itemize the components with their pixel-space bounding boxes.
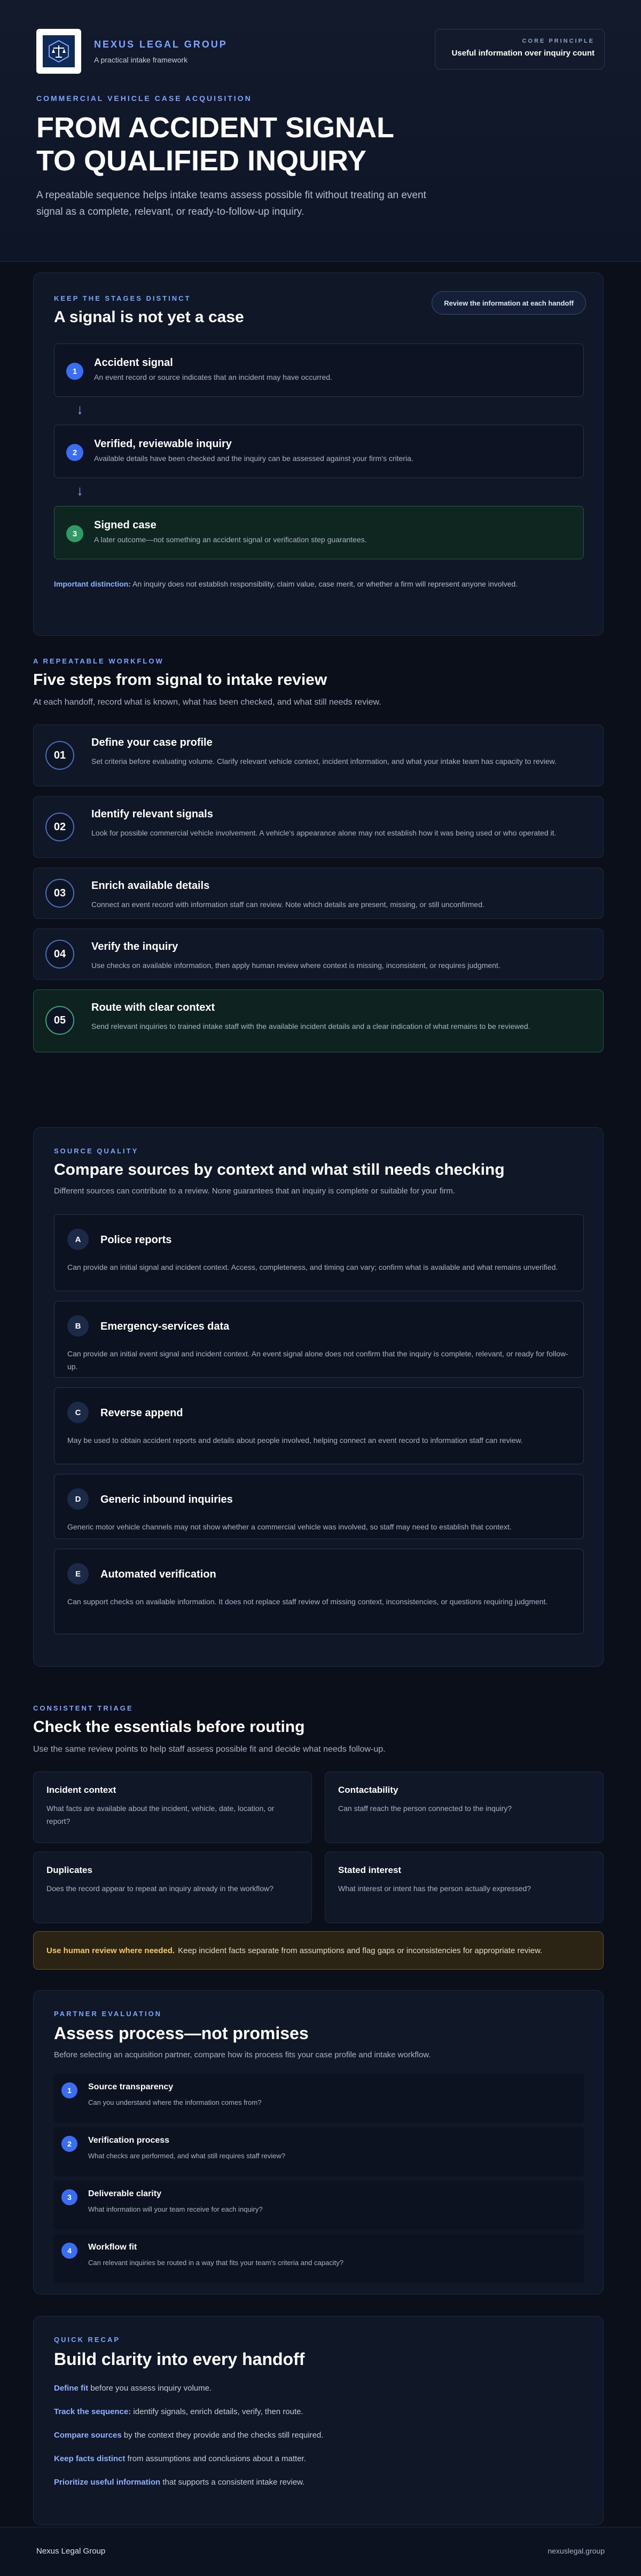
source-card (54, 1214, 584, 1291)
step-description: Set criteria before evaluating volume. Clarify relevant vehicle context, incident information, and what your intake team has capacity to review. (91, 757, 557, 766)
workflow-step (33, 868, 604, 919)
stage-number: 3 (66, 525, 83, 542)
recap-item-text: identify signals, enrich details, verify, then route. (133, 2407, 303, 2416)
step-number: 05 (45, 1006, 74, 1035)
hero (0, 0, 641, 262)
source-letter: D (67, 1488, 89, 1510)
recap-item (54, 2384, 212, 2393)
recap-eyebrow: QUICK RECAP (54, 2336, 121, 2344)
step-number: 02 (45, 813, 74, 841)
note-label: Important distinction: (54, 580, 131, 588)
alert-label: Use human review where needed. (46, 1946, 175, 1955)
source-title: Emergency-services data (100, 1321, 230, 1332)
core-principle-value: Useful information over inquiry count (451, 49, 595, 58)
sources-eyebrow: SOURCE QUALITY (54, 1147, 139, 1155)
arrow-down-icon: ↓ (76, 482, 83, 498)
partner-item-title: Workflow fit (88, 2243, 137, 2252)
review-handoff-button[interactable]: Review the information at each handoff (432, 291, 586, 315)
recap-title: Build clarity into every handoff (54, 2349, 305, 2369)
stages-panel (33, 272, 604, 636)
hero-title (36, 111, 517, 177)
triage-card-description: What interest or intent has the person actually expressed? (338, 1884, 531, 1893)
workflow-step (33, 724, 604, 786)
brand-text (94, 39, 228, 64)
partner-item-description: Can you understand where the information comes from? (88, 2098, 262, 2106)
step-number: 03 (45, 879, 74, 908)
source-letter: A (67, 1229, 89, 1250)
triage-card-description: Can staff reach the person connected to the inquiry? (338, 1804, 512, 1813)
stage-number: 2 (66, 444, 83, 461)
stage-title: Accident signal (94, 357, 173, 369)
partner-item (54, 2181, 584, 2230)
triage-card-title: Stated interest (338, 1865, 402, 1875)
recap-item-bold: Prioritize useful information (54, 2478, 161, 2487)
sources-panel (33, 1127, 604, 1667)
source-title: Automated verification (100, 1568, 216, 1580)
logo (36, 29, 81, 74)
source-title: Police reports (100, 1234, 172, 1246)
recap-panel (33, 2316, 604, 2525)
recap-item (54, 2407, 303, 2416)
stage-title: Signed case (94, 519, 157, 531)
scales-icon (43, 35, 75, 67)
source-description: Can support checks on available information. It does not replace staff review of missing context, inconsistencies, or questions requiring judgment. (67, 1597, 548, 1606)
workflow-eyebrow: A REPEATABLE WORKFLOW (33, 657, 164, 665)
recap-item-text: by the context they provide and the checks still required. (123, 2431, 324, 2440)
recap-item (54, 2431, 323, 2440)
recap-item-text: that supports a consistent intake review. (162, 2478, 305, 2487)
workflow-title: Five steps from signal to intake review (33, 671, 327, 689)
stages-title: A signal is not yet a case (54, 308, 244, 326)
stages-eyebrow: KEEP THE STAGES DISTINCT (54, 294, 191, 302)
source-title: Reverse append (100, 1407, 183, 1419)
partner-item (54, 2074, 584, 2123)
source-card (54, 1549, 584, 1634)
step-title: Route with clear context (91, 1002, 215, 1013)
partner-item-description: What checks are performed, and what still requires staff review? (88, 2152, 285, 2160)
step-description: Look for possible commercial vehicle involvement. A vehicle's appearance alone may not establish how it was being used or who operated it. (91, 829, 557, 837)
step-title: Enrich available details (91, 880, 210, 892)
step-title: Define your case profile (91, 737, 213, 748)
workflow-step (33, 928, 604, 980)
partner-item (54, 2127, 584, 2176)
step-number: 01 (45, 741, 74, 770)
workflow-step (33, 989, 604, 1052)
arrow-down-icon: ↓ (76, 401, 83, 417)
source-letter: B (67, 1315, 89, 1337)
triage-card (325, 1852, 604, 1923)
partner-lede: Before selecting an acquisition partner, compare how its process fits your case profile and intake workflow. (54, 2050, 431, 2059)
stage-title: Verified, reviewable inquiry (94, 438, 232, 450)
step-title: Identify relevant signals (91, 808, 213, 820)
triage-card (33, 1852, 312, 1923)
important-distinction-note (54, 577, 567, 590)
triage-card-description: What facts are available about the incident, vehicle, date, location, or report? (46, 1804, 275, 1825)
partner-item-number: 3 (61, 2189, 77, 2205)
stage-card (54, 344, 584, 397)
source-card (54, 1301, 584, 1378)
partner-item (54, 2234, 584, 2283)
stage-card (54, 425, 584, 478)
step-description: Send relevant inquiries to trained intake staff with the available incident details and a clear indication of what remains to be reviewed. (91, 1022, 530, 1031)
source-description: Can provide an initial event signal and incident context. An event signal alone does not confirm that the inquiry is complete, relevant, or ready for follow-up. (67, 1349, 568, 1371)
hero-title-line-2: TO QUALIFIED INQUIRY (36, 145, 367, 177)
core-principle-label: CORE PRINCIPLE (522, 38, 595, 44)
partner-item-title: Deliverable clarity (88, 2189, 161, 2198)
topbar (36, 29, 605, 74)
alert-text: Keep incident facts separate from assumptions and flag gaps or inconsistencies for appropriate review. (178, 1946, 543, 1955)
note-text: An inquiry does not establish responsibility, claim value, case merit, or whether a firm will represent anyone involved. (132, 580, 518, 588)
workflow-lede: At each handoff, record what is known, what has been checked, and what still needs review. (33, 698, 381, 707)
stage-description: A later outcome—not something an accident signal or verification step guarantees. (94, 535, 367, 544)
footer-brand: Nexus Legal Group (36, 2547, 106, 2556)
triage-card-description: Does the record appear to repeat an inquiry already in the workflow? (46, 1884, 273, 1893)
recap-item-text: from assumptions and conclusions about a matter. (127, 2454, 306, 2463)
partner-item-number: 1 (61, 2082, 77, 2098)
footer (0, 2527, 641, 2576)
triage-card (33, 1771, 312, 1843)
triage-title: Check the essentials before routing (33, 1718, 305, 1736)
source-description: Generic motor vehicle channels may not show whether a commercial vehicle was involved, so staff may need to establish that context. (67, 1523, 512, 1531)
recap-item-text: before you assess inquiry volume. (90, 2384, 212, 2393)
source-title: Generic inbound inquiries (100, 1494, 233, 1505)
step-description: Use checks on available information, then apply human review where context is missing, inconsistent, or requires judgment. (91, 961, 501, 970)
source-description: May be used to obtain accident reports and details about people involved, helping connect an event record to information staff can review. (67, 1436, 523, 1445)
partner-eyebrow: PARTNER EVALUATION (54, 2010, 162, 2018)
stage-card (54, 506, 584, 559)
triage-eyebrow: CONSISTENT TRIAGE (33, 1704, 134, 1712)
recap-item-bold: Keep facts distinct (54, 2454, 126, 2463)
partner-item-description: Can relevant inquiries be routed in a way that fits your team's criteria and capacity? (88, 2259, 343, 2267)
footer-domain-link[interactable]: nexuslegal.group (548, 2547, 605, 2555)
partner-item-title: Source transparency (88, 2082, 174, 2091)
recap-item (54, 2478, 304, 2487)
step-title: Verify the inquiry (91, 941, 178, 953)
stage-number: 1 (66, 363, 83, 380)
recap-item-bold: Compare sources (54, 2431, 122, 2440)
source-card (54, 1474, 584, 1539)
triage-card-title: Contactability (338, 1785, 398, 1795)
triage-lede: Use the same review points to help staff assess possible fit and decide what needs follow-up. (33, 1745, 386, 1754)
triage-card (325, 1771, 604, 1843)
recap-item-bold: Define fit (54, 2384, 89, 2393)
recap-item-bold: Track the sequence: (54, 2407, 131, 2416)
step-description: Connect an event record with information staff can review. Note which details are present, missing, or still unconfirmed. (91, 900, 484, 909)
partner-panel (33, 1990, 604, 2294)
partner-item-number: 2 (61, 2136, 77, 2152)
hero-title-line-1: FROM ACCIDENT SIGNAL (36, 112, 394, 144)
brand-tagline: A practical intake framework (94, 55, 188, 64)
partner-item-title: Verification process (88, 2136, 170, 2145)
sources-title: Compare sources by context and what still needs checking (54, 1161, 505, 1178)
source-description: Can provide an initial signal and incident context. Access, completeness, and timing can vary; confirm what is available and what remains unverified. (67, 1263, 558, 1271)
workflow-step (33, 796, 604, 858)
human-review-alert (33, 1931, 604, 1970)
recap-item (54, 2454, 306, 2463)
partner-title: Assess process—not promises (54, 2024, 309, 2043)
hero-lede: A repeatable sequence helps intake teams assess possible fit without treating an event signal as a complete, relevant, or ready-to-follow-up inquiry. (36, 190, 426, 217)
brand (36, 29, 228, 74)
partner-item-number: 4 (61, 2243, 77, 2259)
source-letter: E (67, 1563, 89, 1584)
sources-lede: Different sources can contribute to a review. None guarantees that an inquiry is complete or suitable for your firm. (54, 1186, 455, 1196)
partner-item-description: What information will your team receive for each inquiry? (88, 2205, 263, 2213)
triage-card-title: Duplicates (46, 1865, 92, 1875)
core-principle-card (435, 29, 605, 69)
brand-name: NEXUS LEGAL GROUP (94, 38, 228, 50)
source-card (54, 1387, 584, 1464)
stage-description: An event record or source indicates that an incident may have occurred. (94, 373, 332, 381)
source-letter: C (67, 1402, 89, 1423)
hero-eyebrow: COMMERCIAL VEHICLE CASE ACQUISITION (36, 94, 252, 103)
triage-card-title: Incident context (46, 1785, 116, 1795)
stage-description: Available details have been checked and the inquiry can be assessed against your firm's criteria. (94, 454, 413, 463)
step-number: 04 (45, 940, 74, 969)
